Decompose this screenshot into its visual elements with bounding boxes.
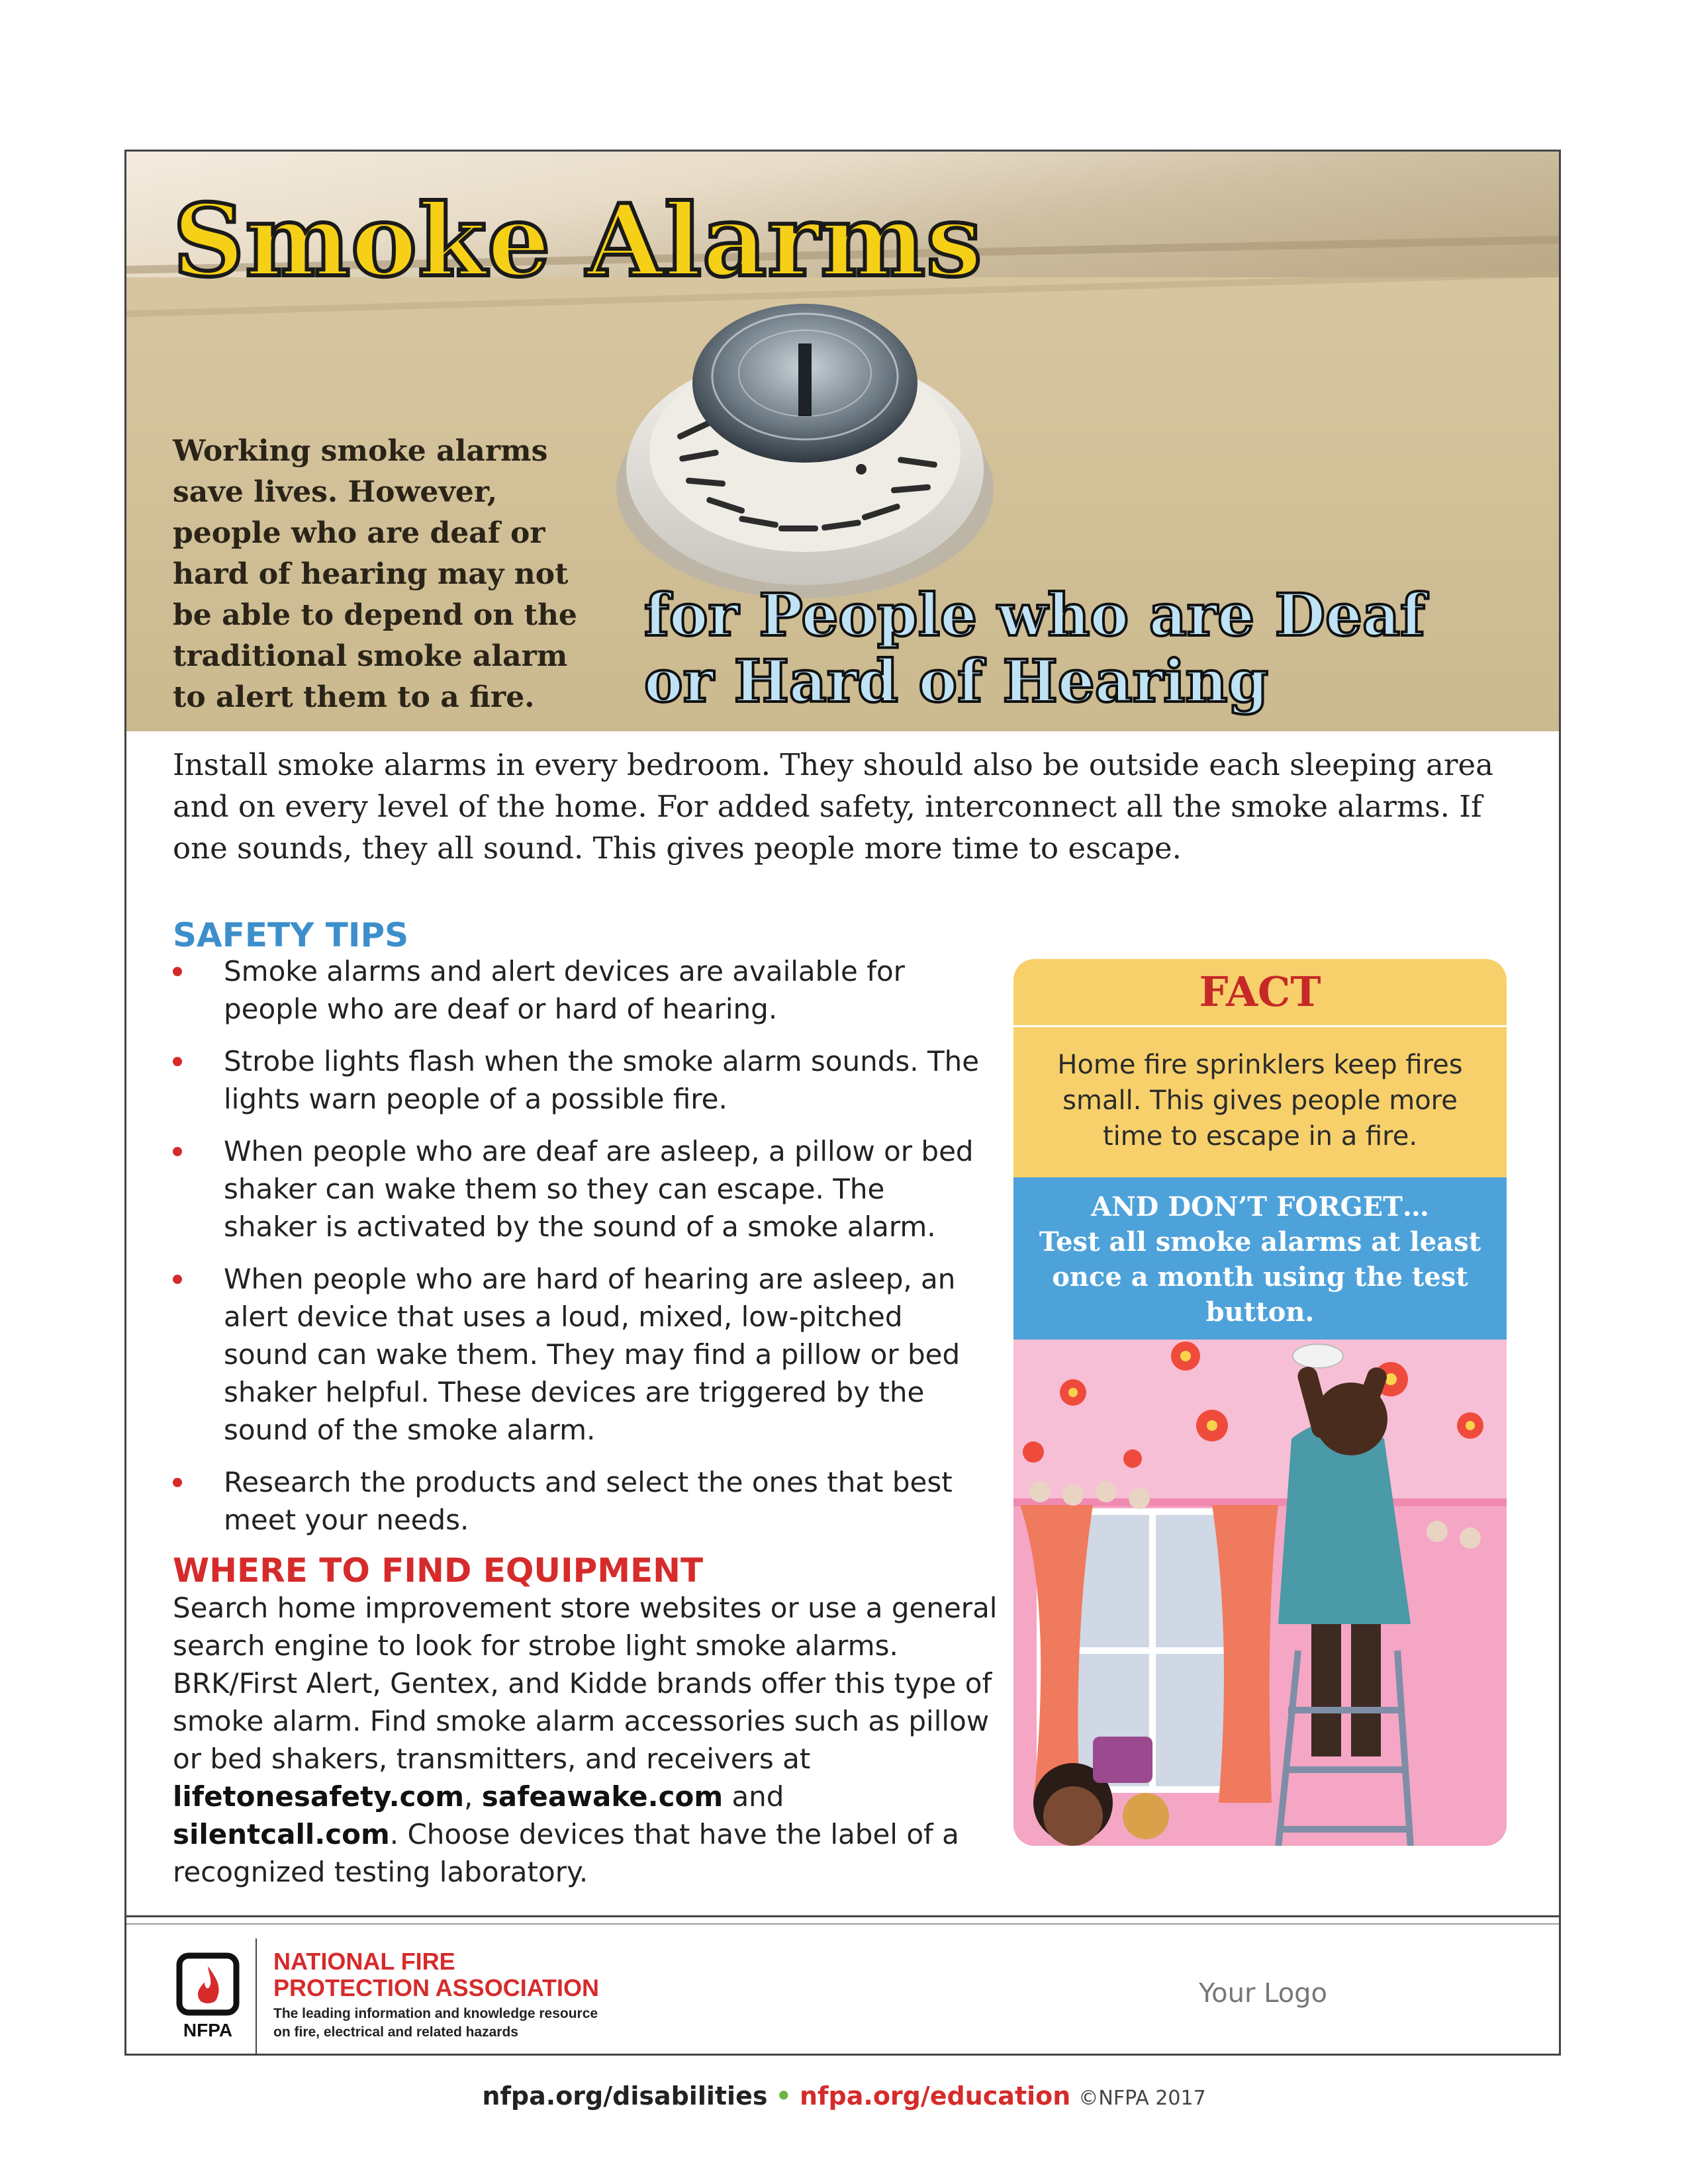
where-text-4: . Choose devices that have the label of a recognized testing laboratory. — [173, 1818, 959, 1888]
link-lifetonesafety[interactable]: lifetonesafety.com — [173, 1780, 465, 1813]
safety-tips-heading: SAFETY TIPS — [173, 916, 409, 954]
copyright: ©NFPA 2017 — [1078, 2087, 1206, 2110]
footer-separator — [256, 1938, 257, 2056]
org-name-line-2: PROTECTION ASSOCIATION — [273, 1974, 600, 2001]
lead-paragraph: Install smoke alarms in every bedroom. They should also be outside each sleeping area and on every level of the home. For added safety, interconnect all the smoke alarms. If one sounds, they all sound. This gives people more time to escape. — [173, 747, 1493, 866]
list-item — [173, 1260, 980, 1449]
fact-heading: FACT — [1013, 959, 1507, 1027]
tip-text: When people who are hard of hearing are asleep, an alert device that uses a loud, mixed, low-pitched sound can wake them. They may find a pillow or bed shaker helpful. These devices are triggered by the sound of the smoke alarm. — [224, 1263, 961, 1446]
page-title: Smoke Alarms — [173, 183, 983, 299]
nfpa-logo-text: NFPA — [183, 2020, 233, 2040]
where-to-find-text — [173, 1589, 1000, 1891]
subtitle-line-2: or Hard of Hearing — [644, 647, 1269, 715]
tip-text: Smoke alarms and alert devices are available for people who are deaf or hard of hearing. — [224, 955, 905, 1025]
link-nfpa-education[interactable]: nfpa.org/education — [799, 2081, 1071, 2111]
bottom-links — [0, 2081, 1688, 2111]
bullet-icon — [173, 1275, 182, 1284]
list-item — [173, 1463, 980, 1539]
flyer-frame — [124, 150, 1561, 2056]
hero-banner — [126, 152, 1559, 731]
tip-text: When people who are deaf are asleep, a pillow or bed shaker can wake them so they can escape. The shaker is activated by the sound of a smoke alarm. — [224, 1135, 974, 1243]
where-text-3: and — [723, 1780, 784, 1813]
org-tagline — [273, 2005, 598, 2042]
link-safeawake[interactable]: safeawake.com — [481, 1780, 724, 1813]
bullet-icon — [173, 1057, 182, 1066]
your-logo-placeholder: Your Logo — [1199, 1978, 1328, 2009]
where-text-2: , — [464, 1780, 482, 1813]
org-name — [273, 1948, 599, 2001]
reminder-body: Test all smoke alarms at least once a month using the test button. — [1039, 1226, 1481, 1328]
subtitle-line-1: for People who are Deaf — [644, 580, 1425, 649]
reminder-heading: AND DON’T FORGET… — [1091, 1191, 1429, 1222]
link-nfpa-disabilities[interactable]: nfpa.org/disabilities — [482, 2081, 768, 2111]
separator-dot: • — [775, 2081, 792, 2111]
nfpa-logo — [171, 1952, 244, 2044]
list-item — [173, 1132, 980, 1246]
where-to-find-heading: WHERE TO FIND EQUIPMENT — [173, 1551, 704, 1590]
footer-divider — [126, 1915, 1559, 1917]
bullet-icon — [173, 1478, 182, 1487]
intro-text: Working smoke alarms save lives. However, people who are deaf or hard of hearing may not be able to depend on the traditional smoke alarm to alert them to a fire. — [173, 434, 577, 714]
org-name-line-1: NATIONAL FIRE — [273, 1948, 455, 1975]
link-silentcall[interactable]: silentcall.com — [173, 1818, 390, 1850]
tagline-line-1: The leading information and knowledge resource — [273, 2006, 598, 2021]
page-subtitle — [644, 582, 1425, 714]
tagline-line-2: on fire, electrical and related hazards — [273, 2025, 518, 2040]
tip-text: Research the products and select the ones that best meet your needs. — [224, 1466, 953, 1536]
reminder-box — [1013, 1177, 1507, 1340]
fact-body: Home fire sprinklers keep fires small. This gives people more time to escape in a fire. — [1013, 1027, 1507, 1177]
safety-tips-list — [173, 952, 980, 1553]
bullet-icon — [173, 967, 182, 976]
tip-text: Strobe lights flash when the smoke alarm sounds. The lights warn people of a possible fire. — [224, 1045, 980, 1115]
illustration-art — [1013, 1340, 1507, 1846]
where-text-1: Search home improvement store websites or use a general search engine to look for strobe light smoke alarms. BRK/First Alert, Gentex, and Kidde brands offer this type of smoke alarm. Find smoke alarm accessories such as pillow or bed shakers, transmitters, and receivers at — [173, 1592, 998, 1775]
list-item — [173, 1042, 980, 1118]
illustration-testing-alarm — [1013, 1340, 1507, 1846]
smoke-alarm-photo — [613, 291, 997, 602]
footer-divider-thin — [126, 1923, 1559, 1925]
list-item — [173, 952, 980, 1028]
bullet-icon — [173, 1147, 182, 1156]
fact-panel — [1013, 959, 1507, 1846]
